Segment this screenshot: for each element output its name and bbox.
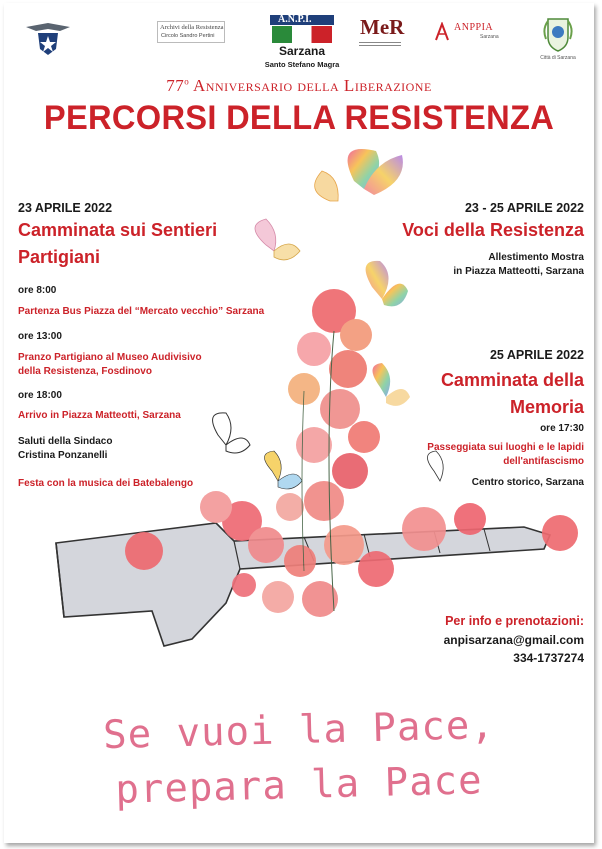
event-1-time-3: ore 18:00 bbox=[18, 390, 62, 401]
anpi-subtitle: Santo Stefano Magra bbox=[264, 60, 340, 69]
event-2-date: 23 - 25 APRILE 2022 bbox=[464, 201, 584, 215]
event-3-title-line2: Memoria bbox=[509, 397, 584, 417]
event-1-title-line2: Partigiani bbox=[18, 247, 101, 267]
event-2-desc-line1: Allestimento Mostra bbox=[488, 252, 584, 263]
archivi-logo: Archivi della Resistenza Circolo Sandro Pertini bbox=[157, 21, 225, 43]
event-1-greeting-line1: Saluti della Sindaco bbox=[18, 436, 113, 447]
anpi-flag-icon bbox=[272, 26, 332, 43]
anppia-mark-icon bbox=[434, 22, 450, 42]
event-3-date: 25 APRILE 2022 bbox=[489, 348, 584, 362]
anpi-logo bbox=[270, 15, 334, 45]
mr-logo: MeR bbox=[357, 17, 403, 49]
event-1-title-line1: Camminata sui Sentieri bbox=[18, 220, 218, 240]
event-1-desc-1: Partenza Bus Piazza del “Mercato vecchio” Sarzana bbox=[18, 306, 265, 317]
event-1-time-2: ore 13:00 bbox=[18, 331, 62, 342]
motto-line2: prepara la Pace bbox=[114, 758, 484, 813]
anppia-logo: ANPPIA Sarzana bbox=[434, 20, 520, 46]
motto-line1: Se vuoi la Pace, bbox=[102, 702, 496, 759]
page-title: PERCORSI DELLA RESISTENZA bbox=[43, 99, 555, 137]
event-3-desc-line1: Passeggiata sui luoghi e le lapidi bbox=[427, 442, 584, 453]
info-heading: Per info e prenotazioni: bbox=[445, 614, 584, 628]
event-1-desc-3: Arrivo in Piazza Matteotti, Sarzana bbox=[18, 410, 181, 421]
event-1-festa: Festa con la musica dei Batebalengo bbox=[18, 478, 194, 489]
event-3-title-line1: Camminata della bbox=[440, 370, 584, 390]
event-1-greeting-line2: Cristina Ponzanelli bbox=[18, 450, 108, 461]
comune-label: Città di Sarzana bbox=[540, 55, 576, 61]
event-3-place: Centro storico, Sarzana bbox=[471, 477, 584, 488]
event-2-desc-line2: in Piazza Matteotti, Sarzana bbox=[453, 266, 584, 277]
club-logo-icon bbox=[24, 19, 72, 59]
event-3-desc-line2: dell'antifascismo bbox=[503, 456, 584, 467]
event-1-desc-2a: Pranzo Partigiano al Museo Audivisivo bbox=[18, 352, 202, 363]
event-1-desc-2b: della Resistenza, Fosdinovo bbox=[18, 366, 152, 377]
event-1-date: 23 APRILE 2022 bbox=[18, 201, 113, 215]
anpi-city: Sarzana bbox=[278, 44, 326, 58]
event-1-time-1: ore 8:00 bbox=[18, 285, 57, 296]
poster-sheet bbox=[4, 3, 594, 843]
event-3-time: ore 17:30 bbox=[540, 423, 584, 434]
event-2-title: Voci della Resistenza bbox=[402, 220, 584, 240]
info-email-link[interactable]: anpisarzana@gmail.com bbox=[443, 633, 584, 647]
comune-crest-icon bbox=[542, 15, 574, 55]
info-phone: 334-1737274 bbox=[513, 651, 584, 665]
anpi-label: A.N.P.I. bbox=[278, 14, 312, 25]
anniversary-line: 77$^o$ Anniversario della Liberazione bbox=[166, 76, 432, 95]
